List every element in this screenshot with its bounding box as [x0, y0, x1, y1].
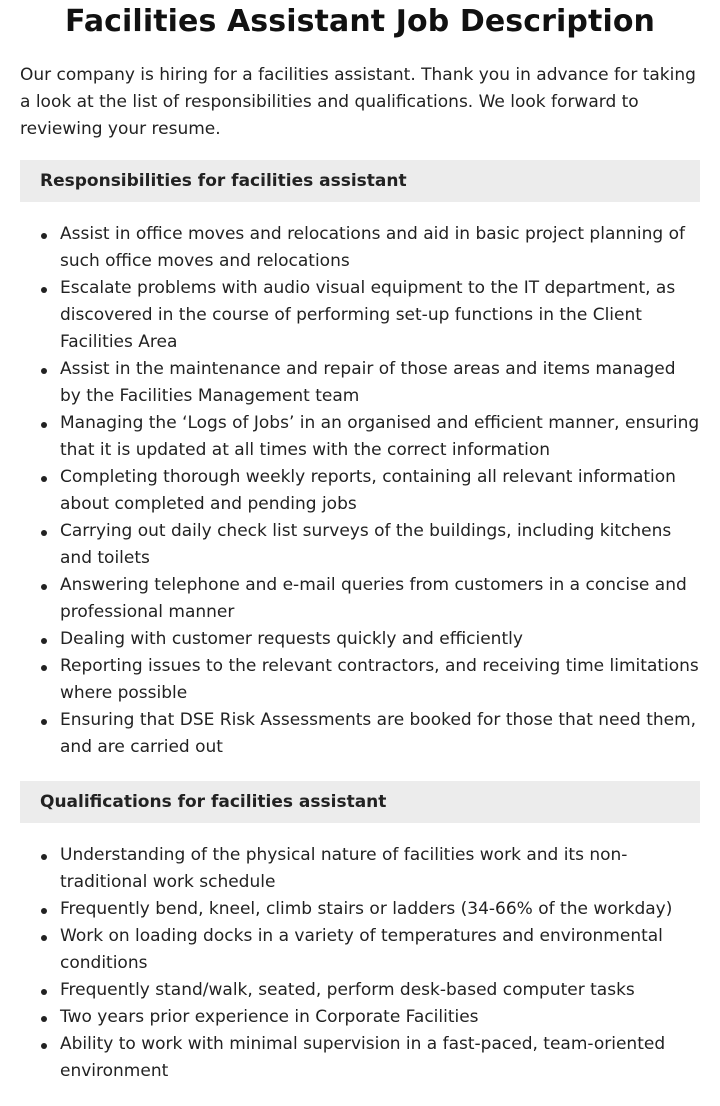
list-item-text: Dealing with customer requests quickly and efficiently — [60, 629, 523, 649]
bullet-icon — [41, 287, 47, 293]
list-item — [20, 707, 700, 761]
list-item — [20, 1031, 700, 1085]
list-item — [20, 410, 700, 464]
bullet-icon — [41, 665, 47, 671]
list-item-text: Answering telephone and e-mail queries from customers in a concise and professional manner — [60, 575, 687, 622]
qualifications-list — [20, 842, 700, 1085]
list-item — [20, 923, 700, 977]
bullet-icon — [41, 233, 47, 239]
bullet-icon — [41, 935, 47, 941]
bullet-icon — [41, 368, 47, 374]
list-item-text: Understanding of the physical nature of facilities work and its non-traditional work schedule — [60, 845, 628, 892]
bullet-icon — [41, 719, 47, 725]
list-item-text: Two years prior experience in Corporate Facilities — [60, 1007, 479, 1027]
list-item-text: Frequently bend, kneel, climb stairs or ladders (34-66% of the workday) — [60, 899, 673, 919]
list-item-text: Frequently stand/walk, seated, perform desk-based computer tasks — [60, 980, 635, 1000]
list-item — [20, 1004, 700, 1031]
bullet-icon — [41, 908, 47, 914]
list-item — [20, 896, 700, 923]
list-item-text: Managing the ‘Logs of Jobs’ in an organised and efficient manner, ensuring that it is updated at all times with the correct information — [60, 413, 700, 460]
bullet-icon — [41, 1016, 47, 1022]
responsibilities-list — [20, 221, 700, 761]
list-item — [20, 626, 700, 653]
bullet-icon — [41, 476, 47, 482]
list-item-text: Assist in the maintenance and repair of those areas and items managed by the Facilities Management team — [60, 359, 676, 406]
list-item — [20, 275, 700, 356]
bullet-icon — [41, 854, 47, 860]
list-item-text: Completing thorough weekly reports, containing all relevant information about completed and pending jobs — [60, 467, 676, 514]
bullet-icon — [41, 638, 47, 644]
list-item-text: Escalate problems with audio visual equipment to the IT department, as discovered in the course of performing set-up functions in the Client Facilities Area — [60, 278, 676, 352]
list-item-text: Ensuring that DSE Risk Assessments are booked for those that need them, and are carried out — [60, 710, 697, 757]
list-item — [20, 221, 700, 275]
list-item — [20, 842, 700, 896]
intro-paragraph: Our company is hiring for a facilities assistant. Thank you in advance for taking a look at the list of responsibilities and qualifications. We look forward to reviewing your resume. — [20, 65, 696, 139]
list-item-text: Carrying out daily check list surveys of the buildings, including kitchens and toilets — [60, 521, 672, 568]
bullet-icon — [41, 422, 47, 428]
list-item — [20, 977, 700, 1004]
list-item-text: Ability to work with minimal supervision in a fast-paced, team-oriented environment — [60, 1034, 666, 1081]
qualifications-heading: Qualifications for facilities assistant — [20, 781, 700, 823]
responsibilities-heading: Responsibilities for facilities assistant — [20, 160, 700, 202]
bullet-icon — [41, 989, 47, 995]
page-title: Facilities Assistant Job Description — [64, 4, 655, 39]
list-item — [20, 653, 700, 707]
list-item — [20, 464, 700, 518]
list-item-text: Reporting issues to the relevant contractors, and receiving time limitations where possible — [60, 656, 699, 703]
list-item — [20, 356, 700, 410]
list-item — [20, 518, 700, 572]
list-item — [20, 572, 700, 626]
bullet-icon — [41, 1043, 47, 1049]
list-item-text: Work on loading docks in a variety of temperatures and environmental conditions — [60, 926, 663, 973]
bullet-icon — [41, 530, 47, 536]
list-item-text: Assist in office moves and relocations and aid in basic project planning of such office moves and relocations — [60, 224, 685, 271]
bullet-icon — [41, 584, 47, 590]
